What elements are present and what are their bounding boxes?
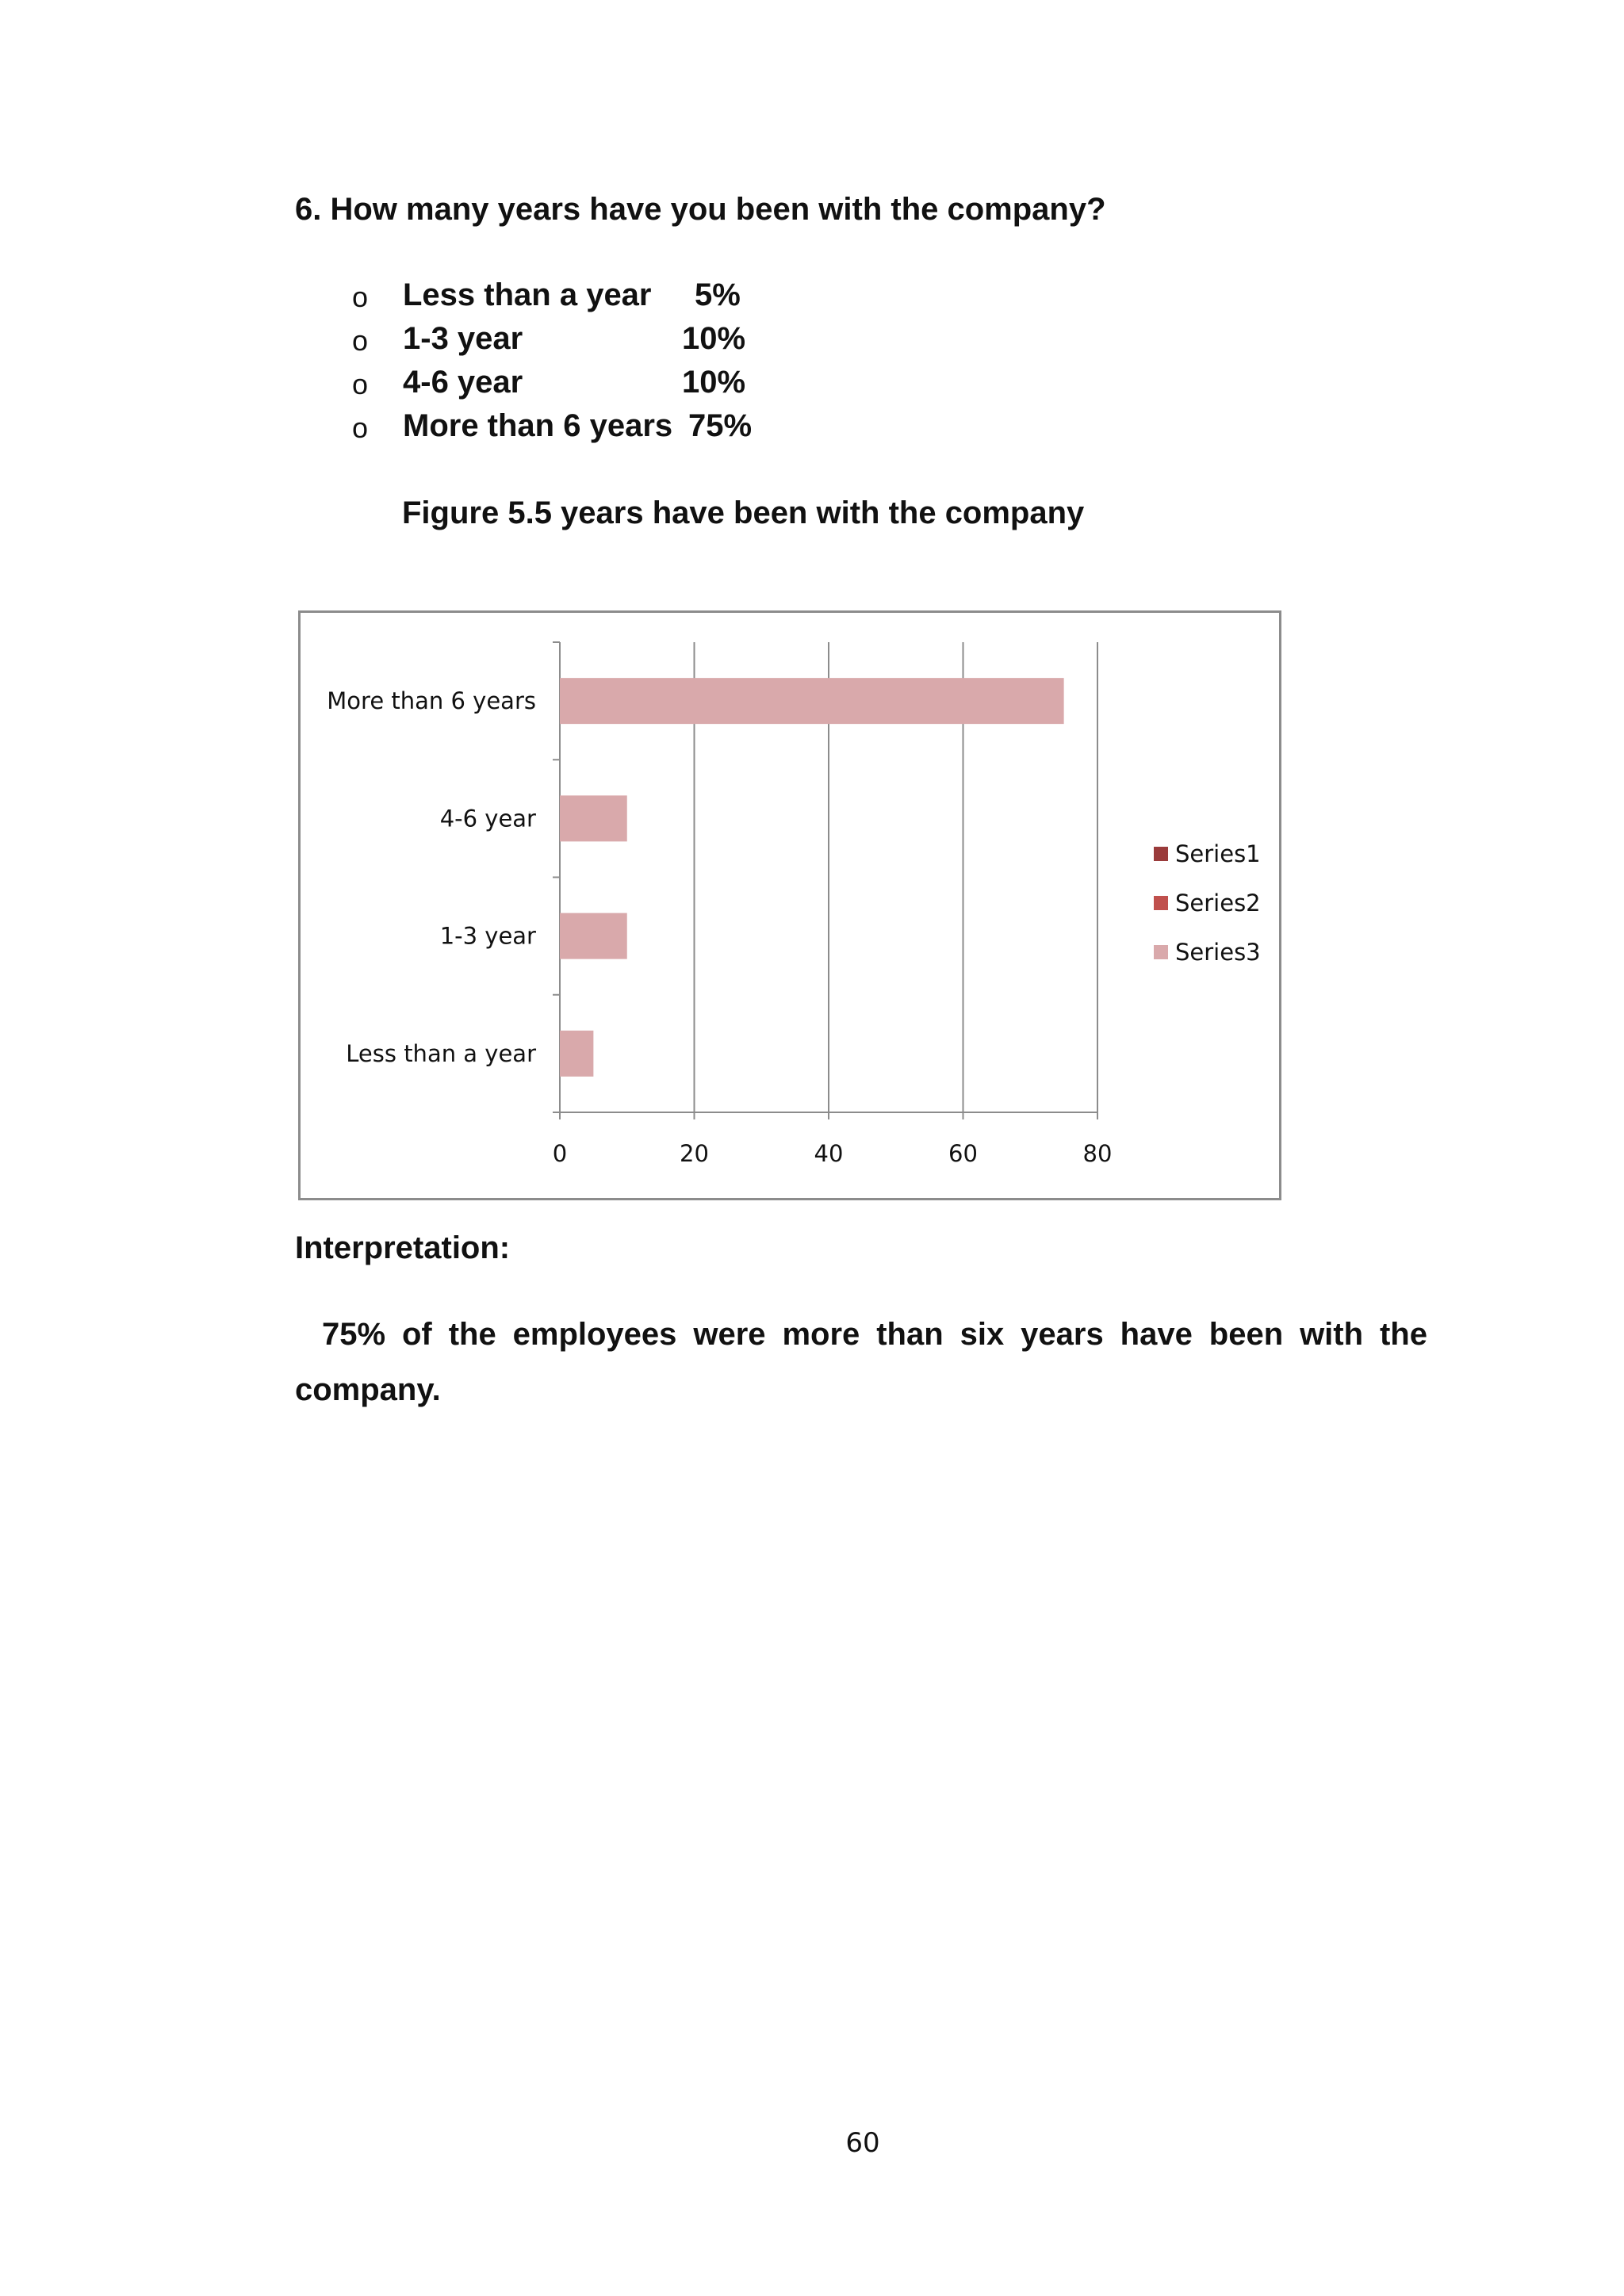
hollow-circle-bullet-icon: o xyxy=(352,368,369,400)
interpretation-heading: Interpretation: xyxy=(295,1230,511,1265)
hollow-circle-bullet-icon: o xyxy=(352,281,369,313)
page-number: 60 xyxy=(845,2127,880,2159)
legend-label: Series1 xyxy=(1175,840,1261,867)
legend-swatch xyxy=(1154,945,1168,959)
option-percent: 10% xyxy=(682,365,746,400)
hollow-circle-bullet-icon: o xyxy=(352,411,369,444)
x-tick-label: 20 xyxy=(680,1140,709,1167)
bar-series3 xyxy=(560,678,1064,724)
option-percent: 75% xyxy=(688,408,753,443)
option-label: 1-3 year xyxy=(403,321,523,356)
chart-canvas xyxy=(301,613,1284,1203)
bar-chart xyxy=(298,610,1281,1200)
interpretation-text: 75% of the employees were more than six years have been with the company. xyxy=(295,1317,1427,1407)
y-category-label: More than 6 years xyxy=(327,687,536,715)
option-label: Less than a year xyxy=(403,277,652,312)
figure-caption: Figure 5.5 years have been with the company xyxy=(402,496,1085,530)
option-label: More than 6 years xyxy=(403,408,673,443)
legend-label: Series2 xyxy=(1175,890,1261,916)
y-category-label: 1-3 year xyxy=(439,922,536,950)
x-tick-label: 40 xyxy=(814,1140,844,1167)
option-label: 4-6 year xyxy=(403,365,523,400)
legend-label: Series3 xyxy=(1175,939,1261,966)
x-tick-label: 60 xyxy=(948,1140,978,1167)
x-tick-label: 80 xyxy=(1082,1140,1113,1167)
bar-series3 xyxy=(560,1031,593,1077)
y-category-label: Less than a year xyxy=(346,1039,536,1067)
bar-series3 xyxy=(560,913,627,959)
legend-swatch xyxy=(1154,896,1168,910)
option-percent: 5% xyxy=(695,277,741,312)
bar-series3 xyxy=(560,795,627,841)
legend-swatch xyxy=(1154,847,1168,861)
hollow-circle-bullet-icon: o xyxy=(352,324,369,357)
option-percent: 10% xyxy=(682,321,746,356)
x-tick-label: 0 xyxy=(552,1140,568,1167)
question-heading: 6. How many years have you been with the company? xyxy=(295,192,1106,227)
y-category-label: 4-6 year xyxy=(439,805,536,832)
